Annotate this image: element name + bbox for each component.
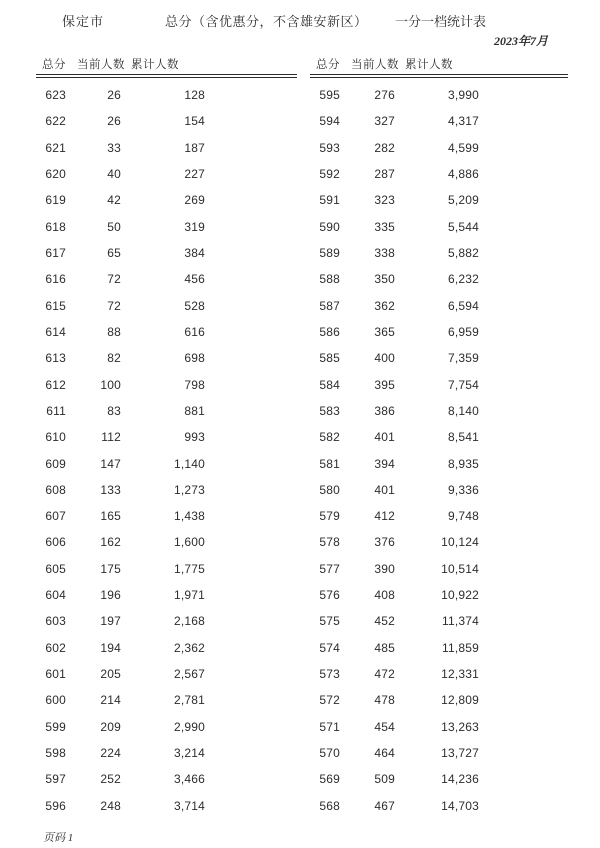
table-cell: 608 (45, 482, 66, 497)
table-cell: 4,317 (447, 114, 479, 129)
table-cell: 13,727 (441, 745, 479, 760)
table-row (36, 266, 297, 292)
table-cell: 100 (100, 377, 121, 392)
city-label: 保定市 (62, 14, 105, 29)
table-cell: 50 (107, 219, 121, 234)
date-label: 2023年7月 (493, 34, 548, 48)
table-cell: 5,544 (447, 219, 479, 234)
table-cell: 10,922 (441, 588, 479, 603)
table-row (310, 135, 568, 161)
table-cell: 585 (319, 351, 340, 366)
subject-label: 总分（含优惠分，不含雄安新区） (165, 14, 368, 29)
table-cell: 2,567 (173, 667, 205, 682)
table-cell: 6,232 (447, 272, 479, 287)
table-row (36, 661, 297, 687)
table-row (310, 687, 568, 713)
table-cell: 2,781 (173, 693, 205, 708)
table-cell: 276 (374, 88, 395, 103)
table-cell: 583 (319, 403, 340, 418)
table-row (36, 582, 297, 608)
table-cell: 154 (184, 114, 205, 129)
table-cell: 597 (45, 772, 66, 787)
table-cell: 588 (319, 272, 340, 287)
table-cell: 579 (319, 509, 340, 524)
table-cell: 40 (107, 167, 121, 182)
table-cell: 572 (319, 693, 340, 708)
table-cell: 582 (319, 430, 340, 445)
table-cell: 3,990 (447, 88, 479, 103)
table-row (310, 792, 568, 818)
table-row (310, 345, 568, 371)
table-cell: 619 (45, 193, 66, 208)
table-row (36, 240, 297, 266)
table-cell: 3,714 (173, 798, 205, 813)
table-row (36, 108, 297, 134)
table-cell: 1,600 (173, 535, 205, 550)
table-cell: 618 (45, 219, 66, 234)
table-cell: 10,514 (441, 561, 479, 576)
table-row (36, 371, 297, 397)
table-row (310, 740, 568, 766)
table-cell: 586 (319, 324, 340, 339)
table-cell: 509 (374, 772, 395, 787)
table-cell: 581 (319, 456, 340, 471)
table-row (310, 187, 568, 213)
table-cell: 595 (319, 88, 340, 103)
table-cell: 596 (45, 798, 66, 813)
table-row (310, 556, 568, 582)
table-cell: 573 (319, 667, 340, 682)
table-row (310, 398, 568, 424)
table-cell: 282 (374, 140, 395, 155)
table-cell: 590 (319, 219, 340, 234)
table-cell: 478 (374, 693, 395, 708)
table-cell: 224 (100, 745, 121, 760)
document-header (0, 11, 600, 29)
table-cell: 598 (45, 745, 66, 760)
table-row (310, 266, 568, 292)
table-row (310, 477, 568, 503)
table-cell: 452 (374, 614, 395, 629)
column-header-score: 总分 (316, 59, 340, 71)
table-cell: 569 (319, 772, 340, 787)
table-cell: 197 (100, 614, 121, 629)
column-header-current-count: 当前人数 (77, 59, 125, 71)
table-cell: 10,124 (441, 535, 479, 550)
table-cell: 571 (319, 719, 340, 734)
table-cell: 593 (319, 140, 340, 155)
table-cell: 133 (100, 482, 121, 497)
table-cell: 350 (374, 272, 395, 287)
table-cell: 14,703 (441, 798, 479, 813)
table-cell: 33 (107, 140, 121, 155)
table-row (36, 766, 297, 792)
table-row (310, 214, 568, 240)
table-row (36, 319, 297, 345)
table-cell: 456 (184, 272, 205, 287)
table-cell: 196 (100, 588, 121, 603)
table-cell: 610 (45, 430, 66, 445)
table-row (36, 792, 297, 818)
table-cell: 147 (100, 456, 121, 471)
table-header-left (36, 56, 297, 71)
table-cell: 401 (374, 482, 395, 497)
table-cell: 209 (100, 719, 121, 734)
table-row (310, 371, 568, 397)
table-cell: 395 (374, 377, 395, 392)
table-cell: 72 (107, 272, 121, 287)
table-cell: 14,236 (441, 772, 479, 787)
table-cell: 4,886 (447, 167, 479, 182)
score-table-left (36, 56, 297, 819)
table-cell: 386 (374, 403, 395, 418)
table-cell: 3,214 (173, 745, 205, 760)
table-cell: 454 (374, 719, 395, 734)
table-cell: 603 (45, 614, 66, 629)
table-cell: 464 (374, 745, 395, 760)
table-row (36, 714, 297, 740)
table-row (310, 293, 568, 319)
table-cell: 65 (107, 246, 121, 261)
table-cell: 8,541 (447, 430, 479, 445)
table-cell: 528 (184, 298, 205, 313)
table-cell: 12,331 (441, 667, 479, 682)
header-divider (36, 74, 297, 78)
table-row (310, 766, 568, 792)
table-row (36, 635, 297, 661)
table-row (310, 714, 568, 740)
table-cell: 485 (374, 640, 395, 655)
table-cell: 13,263 (441, 719, 479, 734)
table-cell: 327 (374, 114, 395, 129)
table-cell: 42 (107, 193, 121, 208)
table-row (310, 161, 568, 187)
table-cell: 7,754 (447, 377, 479, 392)
table-cell: 412 (374, 509, 395, 524)
table-cell: 3,466 (173, 772, 205, 787)
table-row (310, 424, 568, 450)
table-cell: 83 (107, 403, 121, 418)
table-cell: 269 (184, 193, 205, 208)
table-cell: 408 (374, 588, 395, 603)
table-cell: 384 (184, 246, 205, 261)
table-row (310, 635, 568, 661)
table-cell: 338 (374, 246, 395, 261)
column-header-cumulative-count: 累计人数 (131, 59, 179, 71)
table-cell: 606 (45, 535, 66, 550)
table-cell: 570 (319, 745, 340, 760)
table-cell: 575 (319, 614, 340, 629)
table-cell: 11,859 (441, 640, 479, 655)
table-cell: 227 (184, 167, 205, 182)
table-cell: 568 (319, 798, 340, 813)
table-cell: 128 (184, 88, 205, 103)
table-cell: 287 (374, 167, 395, 182)
table-row (310, 503, 568, 529)
table-cell: 362 (374, 298, 395, 313)
table-cell: 602 (45, 640, 66, 655)
table-cell: 621 (45, 140, 66, 155)
table-row (36, 608, 297, 634)
table-cell: 2,168 (173, 614, 205, 629)
table-cell: 26 (107, 88, 121, 103)
table-cell: 1,140 (173, 456, 205, 471)
table-cell: 319 (184, 219, 205, 234)
table-cell: 587 (319, 298, 340, 313)
table-cell: 1,971 (173, 588, 205, 603)
table-cell: 400 (374, 351, 395, 366)
table-cell: 611 (46, 403, 66, 418)
table-row (36, 293, 297, 319)
table-cell: 576 (319, 588, 340, 603)
table-row (310, 582, 568, 608)
table-cell: 5,882 (447, 246, 479, 261)
table-cell: 394 (374, 456, 395, 471)
table-body-right (310, 82, 568, 819)
table-cell: 574 (319, 640, 340, 655)
table-cell: 1,438 (173, 509, 205, 524)
table-cell: 601 (45, 667, 66, 682)
table-cell: 323 (374, 193, 395, 208)
table-cell: 604 (45, 588, 66, 603)
page-number: 页码 1 (43, 832, 74, 844)
table-row (36, 424, 297, 450)
table-cell: 613 (45, 351, 66, 366)
table-row (36, 687, 297, 713)
table-cell: 605 (45, 561, 66, 576)
header-divider (310, 74, 568, 78)
table-row (36, 556, 297, 582)
table-cell: 577 (319, 561, 340, 576)
table-cell: 472 (374, 667, 395, 682)
table-cell: 607 (45, 509, 66, 524)
table-cell: 9,336 (447, 482, 479, 497)
table-row (310, 529, 568, 555)
column-header-cumulative-count: 累计人数 (405, 59, 453, 71)
table-cell: 592 (319, 167, 340, 182)
table-cell: 798 (184, 377, 205, 392)
table-cell: 589 (319, 246, 340, 261)
table-cell: 620 (45, 167, 66, 182)
table-cell: 4,599 (447, 140, 479, 155)
table-cell: 26 (107, 114, 121, 129)
table-cell: 467 (374, 798, 395, 813)
table-cell: 591 (319, 193, 340, 208)
table-row (36, 345, 297, 371)
score-table-right (310, 56, 568, 819)
column-header-current-count: 当前人数 (351, 59, 399, 71)
table-cell: 6,594 (447, 298, 479, 313)
table-cell: 194 (100, 640, 121, 655)
table-cell: 623 (45, 88, 66, 103)
table-cell: 616 (45, 272, 66, 287)
table-cell: 9,748 (447, 509, 479, 524)
table-cell: 578 (319, 535, 340, 550)
table-cell: 162 (100, 535, 121, 550)
table-cell: 622 (45, 114, 66, 129)
table-cell: 993 (184, 430, 205, 445)
table-cell: 609 (45, 456, 66, 471)
table-cell: 698 (184, 351, 205, 366)
table-cell: 599 (45, 719, 66, 734)
table-cell: 2,362 (173, 640, 205, 655)
table-cell: 335 (374, 219, 395, 234)
table-row (36, 740, 297, 766)
table-cell: 214 (100, 693, 121, 708)
table-cell: 5,209 (447, 193, 479, 208)
table-cell: 112 (101, 430, 121, 445)
table-cell: 248 (100, 798, 121, 813)
table-cell: 614 (45, 324, 66, 339)
table-row (36, 529, 297, 555)
table-cell: 617 (45, 246, 66, 261)
table-row (310, 82, 568, 108)
table-row (36, 450, 297, 476)
table-cell: 7,359 (447, 351, 479, 366)
table-row (310, 240, 568, 266)
table-cell: 187 (184, 140, 205, 155)
table-row (36, 214, 297, 240)
table-cell: 165 (100, 509, 121, 524)
table-row (36, 503, 297, 529)
table-row (36, 398, 297, 424)
table-cell: 376 (374, 535, 395, 550)
page-title: 一分一档统计表 (395, 14, 487, 29)
table-row (310, 608, 568, 634)
table-cell: 615 (45, 298, 66, 313)
table-cell: 2,990 (173, 719, 205, 734)
table-cell: 401 (374, 430, 395, 445)
table-row (36, 477, 297, 503)
table-row (310, 319, 568, 345)
table-row (310, 450, 568, 476)
table-cell: 600 (45, 693, 66, 708)
table-cell: 594 (319, 114, 340, 129)
table-row (36, 135, 297, 161)
table-row (310, 661, 568, 687)
table-body-left (36, 82, 297, 819)
table-cell: 390 (374, 561, 395, 576)
table-cell: 8,935 (447, 456, 479, 471)
table-cell: 205 (100, 667, 121, 682)
table-row (36, 82, 297, 108)
table-cell: 881 (184, 403, 205, 418)
table-cell: 1,775 (173, 561, 205, 576)
table-cell: 584 (319, 377, 340, 392)
table-row (310, 108, 568, 134)
table-cell: 616 (184, 324, 205, 339)
table-cell: 82 (107, 351, 121, 366)
table-row (36, 187, 297, 213)
table-cell: 252 (100, 772, 121, 787)
table-cell: 612 (45, 377, 66, 392)
table-cell: 365 (374, 324, 395, 339)
table-cell: 1,273 (173, 482, 205, 497)
table-cell: 88 (107, 324, 121, 339)
table-cell: 11,374 (441, 614, 479, 629)
table-cell: 6,959 (447, 324, 479, 339)
table-row (36, 161, 297, 187)
table-cell: 72 (107, 298, 121, 313)
table-cell: 12,809 (441, 693, 479, 708)
table-header-right (310, 56, 568, 71)
table-cell: 175 (100, 561, 121, 576)
table-cell: 8,140 (447, 403, 479, 418)
table-cell: 580 (319, 482, 340, 497)
column-header-score: 总分 (42, 59, 66, 71)
